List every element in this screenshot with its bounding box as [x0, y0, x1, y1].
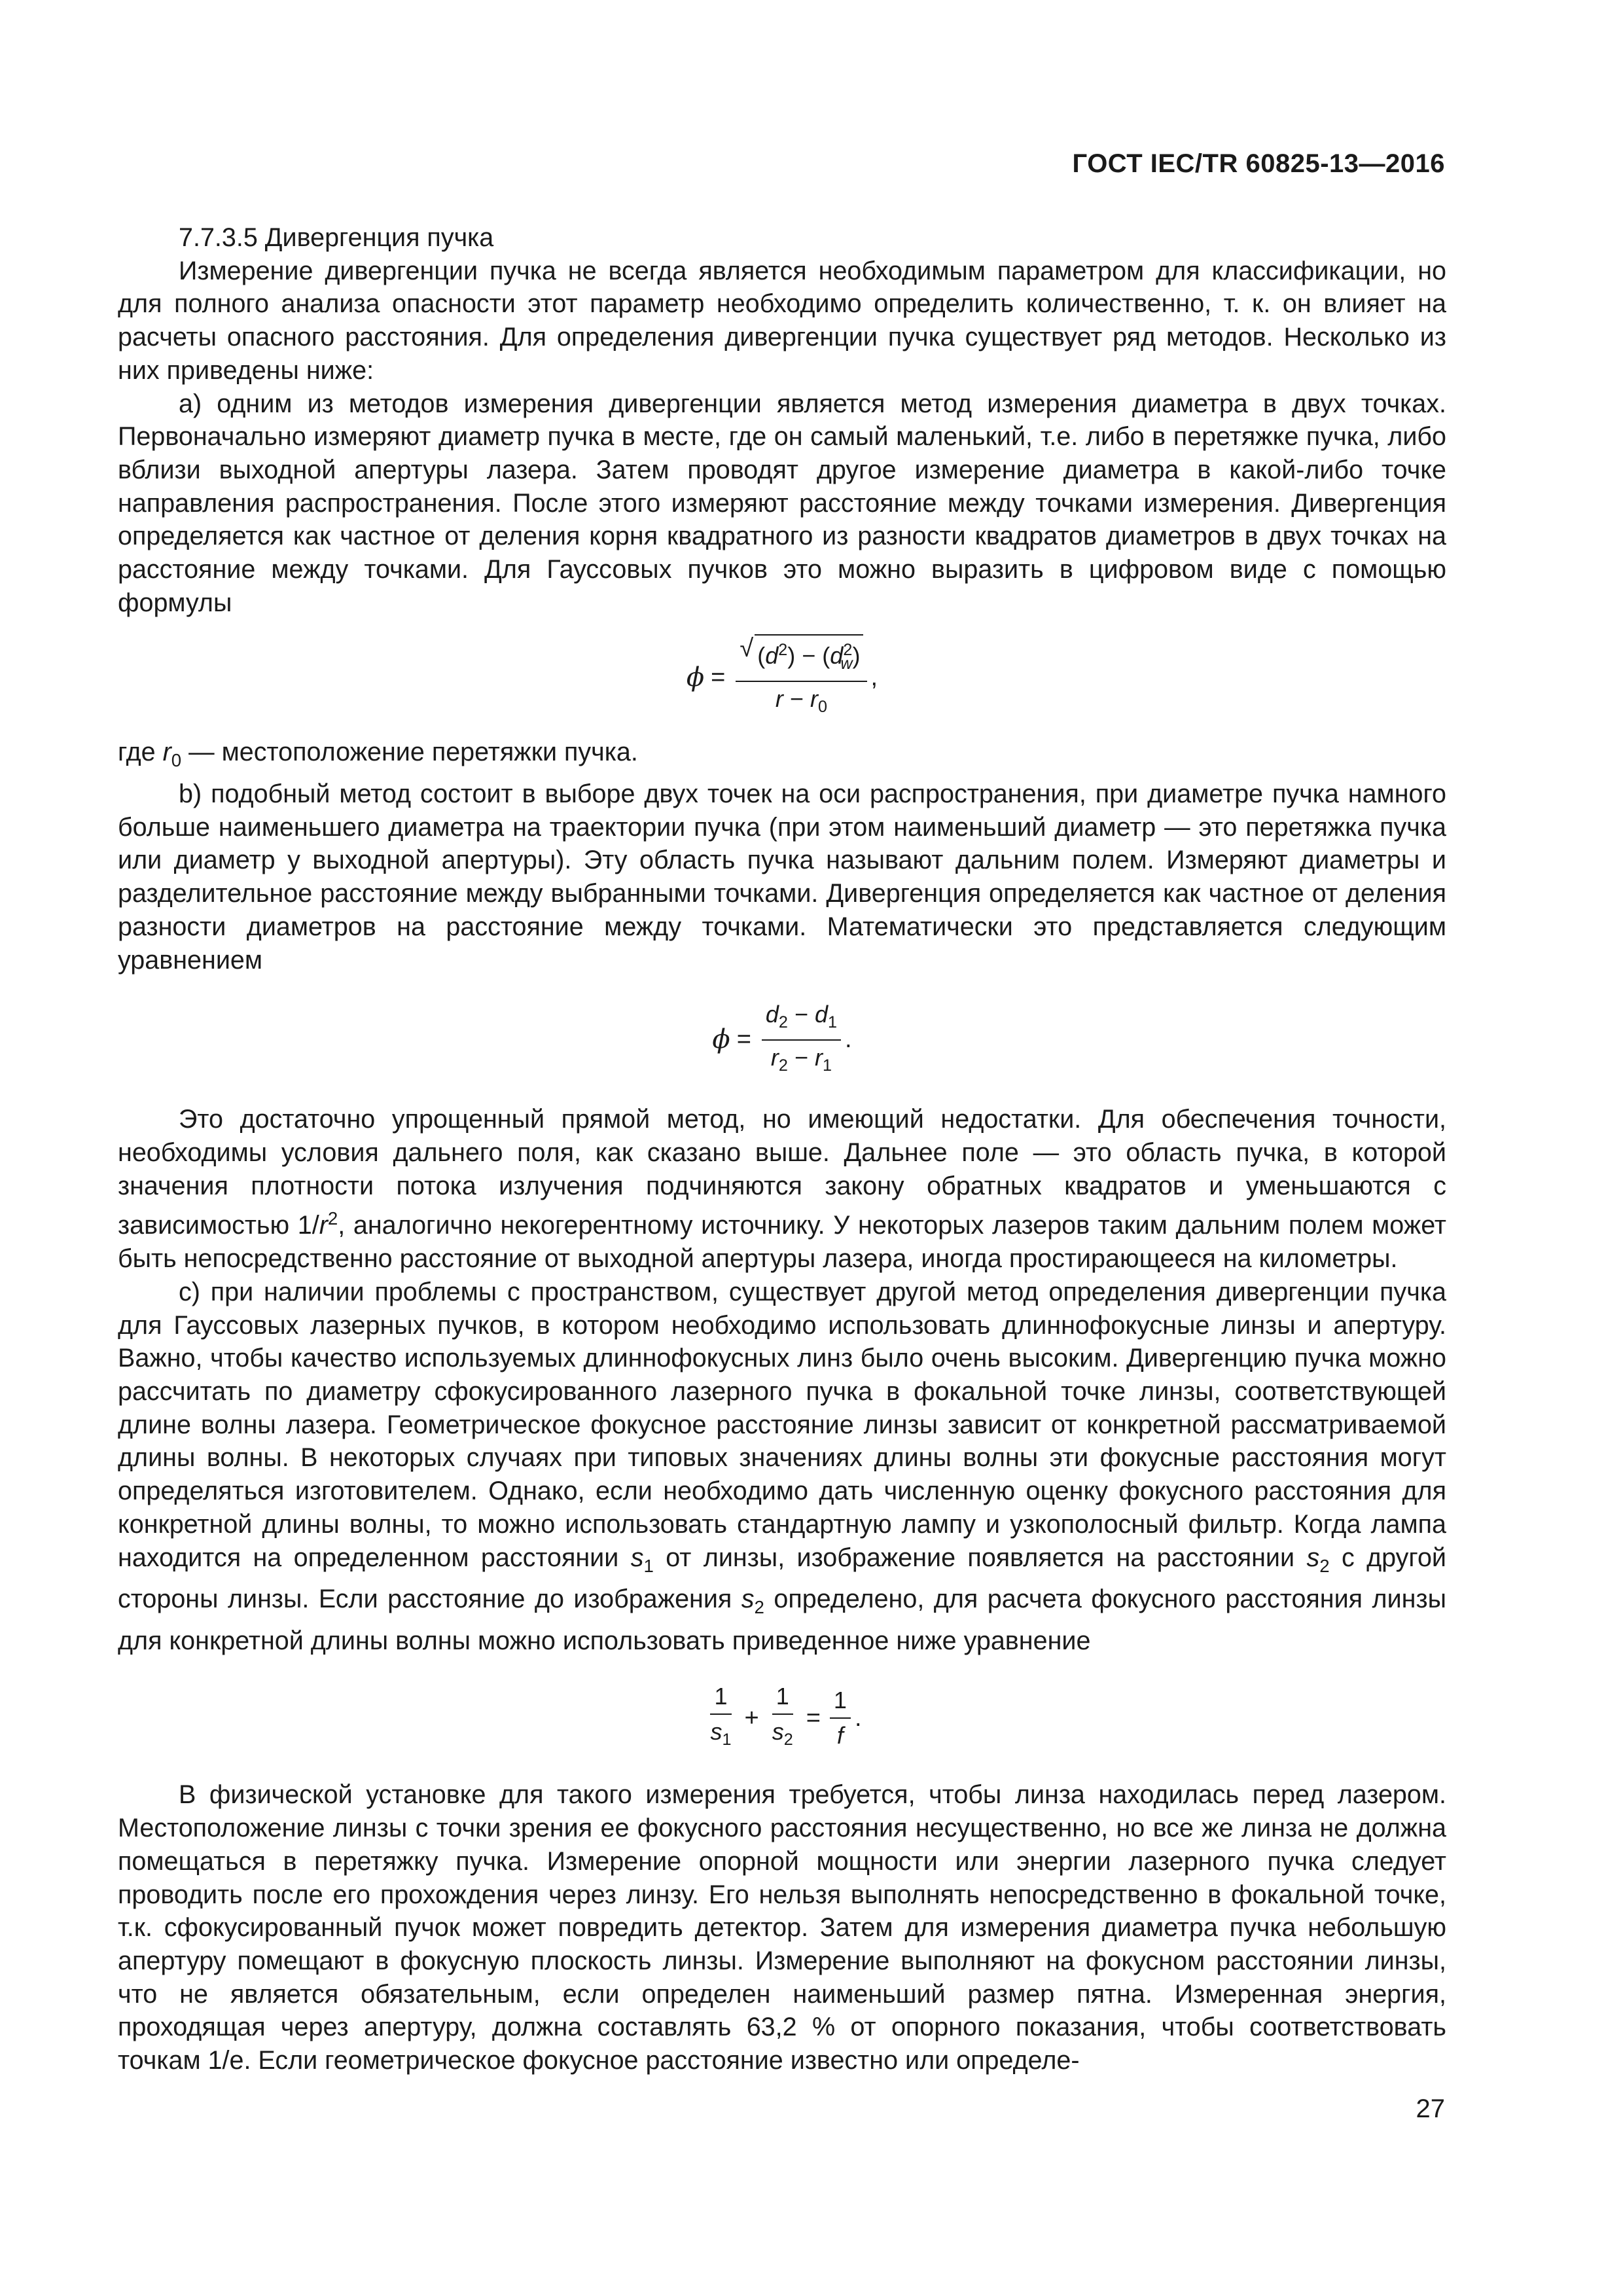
- sqrt-symbol: √: [740, 634, 754, 662]
- standard-number-header: ГОСТ IEC/TR 60825-13—2016: [1072, 149, 1445, 178]
- paragraph-method-c: с) при наличии проблемы с пространством, существует другой метод определения дивергенции пучка для Гауссовых лазерных пучков, в котором необходимо использовать длиннофокусные линзы и апертуру. Важно, чтобы качество используемых длиннофокусных линз было очень высоким. Дивергенцию пучка можно рассчитать по диаметру сфокусированного лазерного пучка в фокальной точке линзы, соответствующей длине волны лазера. Геометрическое фокусное расстояние линзы зависит от конкретной рассматриваемой длины волны. В некоторых случаях при типовых значениях длины волны эти фокусные расстояния могут определяться изготовителем. Однако, если необходимо дать численную оценку фокусного расстояния для конкретной длины волны, то можно использовать стандартную лампу и узкополосный фильтр. Когда лампа находится на определенном расстоянии $s_1$ от линзы, изображение появляется на расстоянии $s_2$ с другой стороны линзы. Если расстояние до изображения $s_2$ определено, для расчета фокусного расстояния линзы для конкретной длины волны можно использовать приведенное ниже уравнение: [118, 1277, 1446, 1655]
- paragraph-far-field: Это достаточно упрощенный прямой метод, но имеющий недостатки. Для обеспечения точности, необходимы условия дальнего поля, как сказано выше. Дальнее поле — это область пучка, в которой значения плотности потока излучения подчиняются закону обратных квадратов и уменьшаются с зависимостью $1/r^2$, аналогично некогерентному источнику. У некоторых лазеров таким дальним полем может быть непосредственно расстояние от выходной апертуры лазера, иногда простирающееся на километры.: [118, 1105, 1447, 1274]
- formula-divergence-far-field: ϕ = $\frac{d_2 - d_1}{r_2 - r_1}$ .: [712, 1000, 852, 1075]
- paragraph-intro: Измерение дивергенции пучка не всегда является необходимым параметром для классификации, но для полного анализа опасности этот параметр необходимо определить количественно, т. к. он влияет на расчеты опасного расстояния. Для определения дивергенции пучка существует ряд методов. Несколько из них приведены ниже:: [118, 256, 1446, 385]
- page-number: 27: [1416, 2094, 1445, 2123]
- formula-lens-equation: $\frac{1}{s_1}$ + $\frac{1}{s_2}$ = $\frac{1}{f}$ .: [710, 1682, 862, 1749]
- paragraph-where-r0: где $r_0$ — местоположение перетяжки пучка.: [118, 738, 638, 771]
- formula-divergence-two-point: ϕ = √ $(d^2) - (d^2_w)$ $r - r_0$ ,: [686, 634, 878, 717]
- section-heading: 7.7.3.5 Дивергенция пучка: [179, 223, 494, 252]
- paragraph-physical-setup: В физической установке для такого измерения требуется, чтобы линза находилась перед лазером. Местоположение линзы с точки зрения ее фокусного расстояния несущественно, но все же линза не должна помещаться в перетяжку пучка. Измерение опорной мощности или энергии лазерного пучка следует проводить после его прохождения через линзу. Его нельзя выполнять непосредственно в фокальной точке, т.к. сфокусированный пучок может повредить детектор. Затем для измерения диаметра пучка небольшую апертуру помещают в фокусную плоскость линзы. Измерение выполняют на фокусном расстоянии линзы, что не является обязательным, если определен наименьший размер пятна. Измеренная энергия, проходящая через апертуру, должна составлять 63,2 % от опорного показания, чтобы соответствовать точкам 1/е. Если геометрическое фокусное расстояние известно или определе-: [118, 1780, 1446, 2075]
- paragraph-method-a: а) одним из методов измерения дивергенции является метод измерения диаметра в двух точках. Первоначально измеряют диаметр пучка в месте, где он самый маленький, т.е. либо в перетяжке пучка, либо вблизи выходной апертуры лазера. Затем проводят другое измерение диаметра в какой-либо точке направления распространения. После этого измеряют расстояние между точками измерения. Дивергенция определяется как частное от деления корня квадратного из разности квадратов диаметров в двух точках на расстояние между точками. Для Гауссовых пучков это можно выразить в цифровом виде с помощью формулы: [118, 389, 1446, 617]
- document-body: [118, 221, 1446, 2077]
- paragraph-method-b: b) подобный метод состоит в выборе двух точек на оси распространения, при диаметре пучка намного больше наименьшего диаметра на траектории пучка (при этом наименьший диаметр — это перетяжка пучка или диаметр у выходной апертуры). Эту область пучка называют дальним полем. Измеряют диаметры и разделительное расстояние между выбранными точками. Дивергенция определяется как частное от деления разности диаметров на расстояние между точками. Математически это представляется следующим уравнением: [118, 780, 1446, 975]
